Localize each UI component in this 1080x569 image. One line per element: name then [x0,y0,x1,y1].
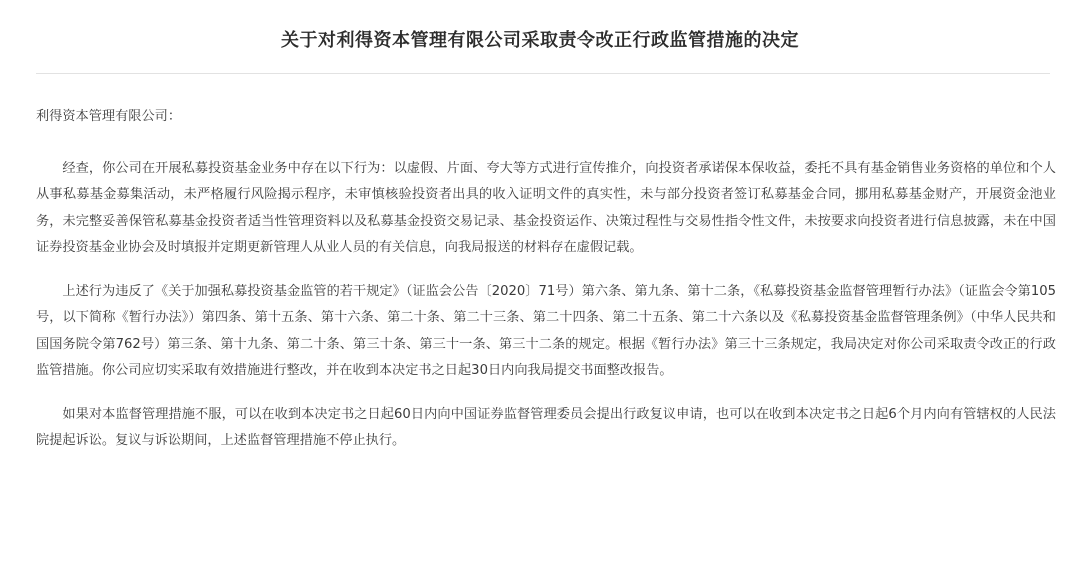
paragraph-appeal: 如果对本监督管理措施不服，可以在收到本决定书之日起60日内向中国证券监督管理委员会提出行政复议申请，也可以在收到本决定书之日起6个月内向有管辖权的人民法院提起诉讼。复议与诉讼期间，上述监督管理措施不停止执行。 [36,406,1056,448]
paragraph-findings: 经查，你公司在开展私募投资基金业务中存在以下行为：以虚假、片面、夸大等方式进行宣传推介，向投资者承诺保本保收益，委托不具有基金销售业务资格的单位和个人从事私募基金募集活动，未严格履行风险揭示程序，未审慎核验投资者出具的收入证明文件的真实性，未与部分投资者签订私募基金合同，挪用私募基金财产，开展资金池业务，未完整妥善保管私募基金投资者适当性管理资料以及私募基金投资交易记录、基金投资运作、决策过程性与交易性指令性文件，未按要求向投资者进行信息披露，未在中国证券投资基金业协会及时填报并定期更新管理人从业人员的有关信息，向我局报送的材料存在虚假记载。 [36,160,1056,255]
addressee: 利得资本管理有限公司： [36,109,182,124]
document-body [36,104,1056,472]
page-title: 关于对利得资本管理有限公司采取责令改正行政监管措施的决定 [281,30,799,52]
paragraph-violations: 上述行为违反了《关于加强私募投资基金监管的若干规定》（证监会公告〔2020〕71号）第六条、第九条、第十二条，《私募投资基金监督管理暂行办法》（证监会令第105号，以下简称《暂行办法》）第四条、第十五条、第十六条、第二十条、第二十三条、第二十四条、第二十五条、第二十六条以及《私募投资基金监督管理条例》（中华人民共和国国务院令第762号）第三条、第十九条、第二十条、第三十条、第三十一条、第三十二条的规定。根据《暂行办法》第三十三条规定，我局决定对你公司采取责令改正的行政监管措施。你公司应切实采取有效措施进行整改，并在收到本决定书之日起30日内向我局提交书面整改报告。 [36,283,1056,378]
title-divider [36,73,1050,74]
